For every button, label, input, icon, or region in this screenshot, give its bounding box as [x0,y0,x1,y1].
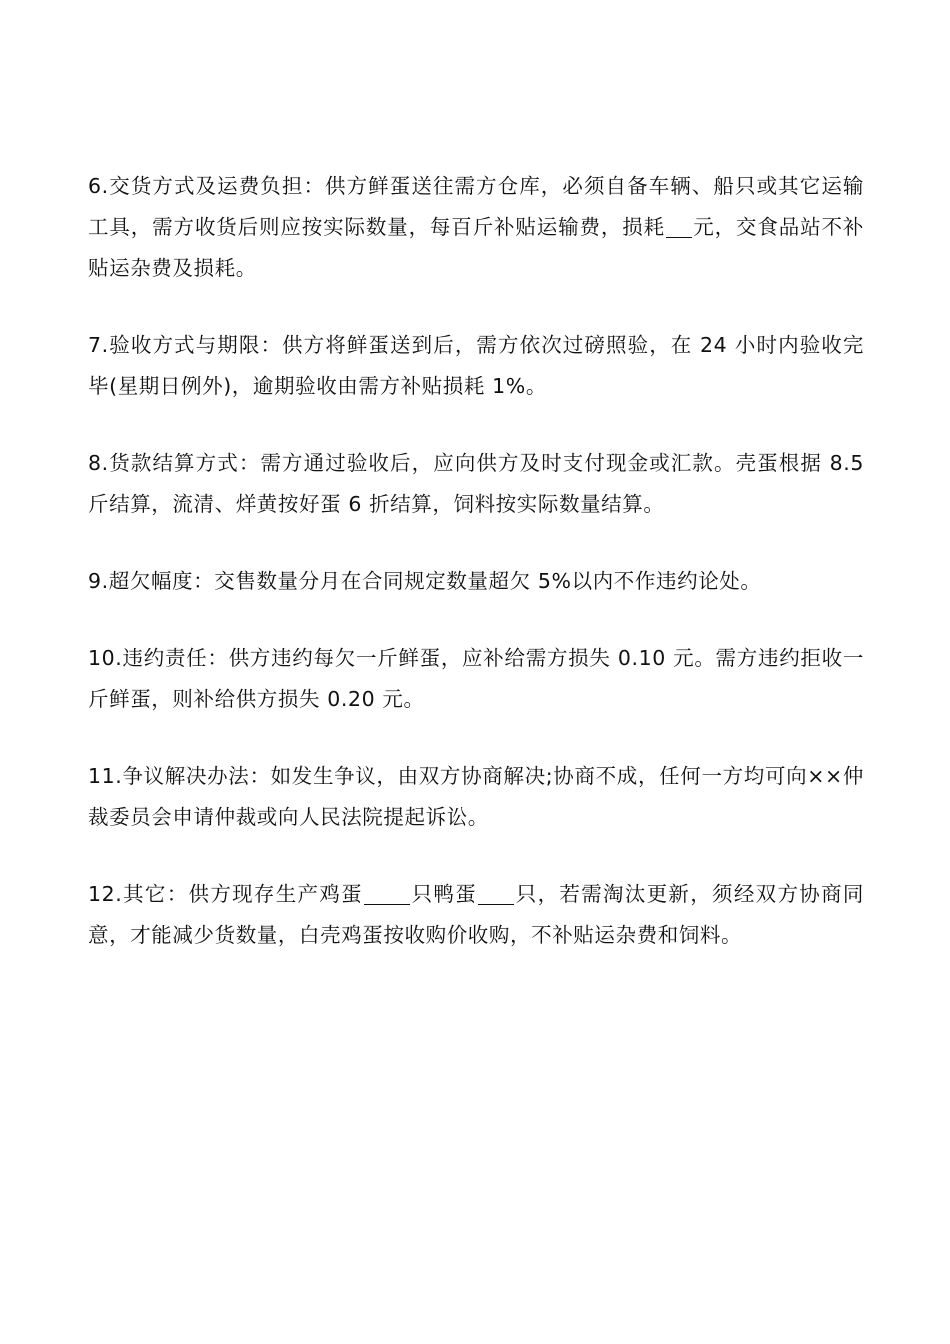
clause-6 [88,166,864,289]
clause-7-text: 7.验收方式与期限：供方将鲜蛋送到后，需方依次过磅照验，在 24 小时内验收完毕(星期日例外)，逾期验收由需方补贴损耗 1%。 [88,333,864,398]
clause-6-text-part-2: 元，交食品站不补贴运杂费及损耗。 [88,215,864,280]
document-body [88,166,864,992]
fill-in-blank-duck-egg-count [478,882,514,905]
clause-9-text: 9.超欠幅度：交售数量分月在合同规定数量超欠 5%以内不作违约论处。 [88,569,762,593]
clause-7 [88,325,864,407]
clause-12-text-part-2: 只鸭蛋 [410,882,478,906]
clause-11-text: 11.争议解决办法：如发生争议，由双方协商解决;协商不成，任何一方均可向××仲裁委员会申请仲裁或向人民法院提起诉讼。 [88,764,864,829]
clause-12-text-part-1: 12.其它：供方现存生产鸡蛋 [88,882,363,906]
clause-9 [88,561,864,602]
fill-in-blank-loss [666,215,692,238]
clause-12 [88,874,864,956]
clause-12-text-part-3: 只，若需淘汰更新，须经双方协商同意，才能减少货数量，白壳鸡蛋按收购价收购，不补贴运杂费和饲料。 [88,882,864,947]
clause-11 [88,756,864,838]
fill-in-blank-chicken-egg-count [364,882,410,905]
clause-8 [88,443,864,525]
clause-10 [88,638,864,720]
clause-6-text-part-1: 6.交货方式及运费负担：供方鲜蛋送往需方仓库，必须自备车辆、船只或其它运输工具，需方收货后则应按实际数量，每百斤补贴运输费，损耗 [88,174,864,239]
clause-8-text: 8.货款结算方式：需方通过验收后，应向供方及时支付现金或汇款。壳蛋根据 8.5 斤结算，流清、烊黄按好蛋 6 折结算，饲料按实际数量结算。 [88,451,864,516]
clause-10-text: 10.违约责任：供方违约每欠一斤鲜蛋，应补给需方损失 0.10 元。需方违约拒收一斤鲜蛋，则补给供方损失 0.20 元。 [88,646,864,711]
